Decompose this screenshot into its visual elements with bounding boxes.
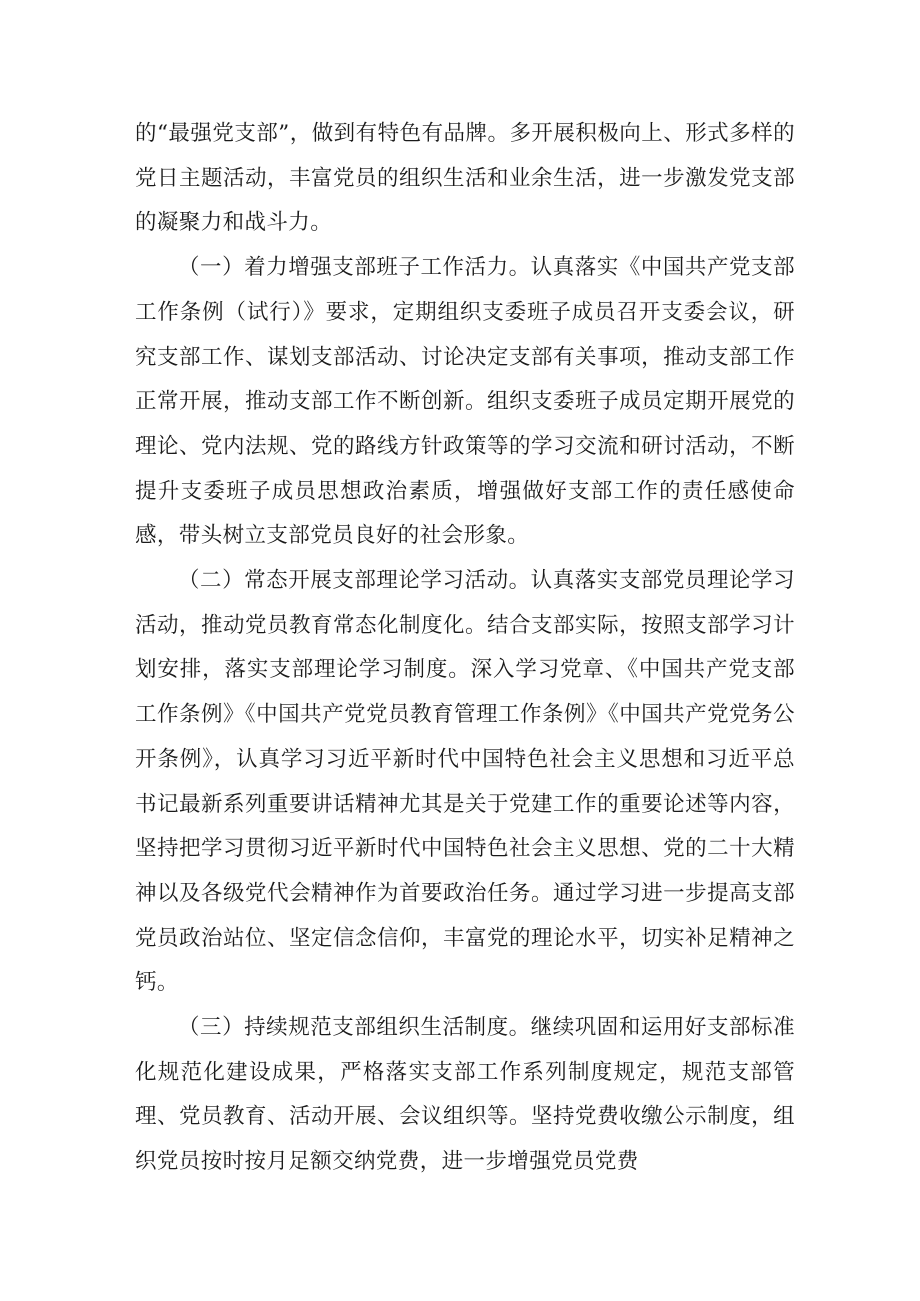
document-body: [135, 112, 795, 1185]
paragraph-continuation: 的“最强党支部”，做到有特色有品牌。多开展积极向上、形式多样的党日主题活动，丰富党员的组织生活和业余生活，进一步激发党支部的凝聚力和战斗力。: [135, 121, 795, 236]
paragraph-section-3: （三）持续规范支部组织生活制度。继续巩固和运用好支部标准化规范化建设成果，严格落实支部工作系列制度规定，规范支部管理、党员教育、活动开展、会议组织等。坚持党费收缴公示制度，组织党员按时按月足额交纳党费，进一步增强党员党费: [135, 1015, 795, 1175]
paragraph-section-1: （一）着力增强支部班子工作活力。认真落实《中国共产党支部工作条例（试行）》要求，定期组织支委班子成员召开支委会议，研究支部工作、谋划支部活动、讨论决定支部有关事项，推动支部工作正常开展，推动支部工作不断创新。组织支委班子成员定期开展党的理论、党内法规、党的路线方针政策等的学习交流和研讨活动，不断提升支委班子成员思想政治素质，增强做好支部工作的责任感使命感，带头树立支部党员良好的社会形象。: [135, 255, 795, 549]
paragraph-section-2: （二）常态开展支部理论学习活动。认真落实支部党员理论学习活动，推动党员教育常态化制度化。结合支部实际，按照支部学习计划安排，落实支部理论学习制度。深入学习党章、《中国共产党支部工作条例》《中国共产党党员教育管理工作条例》《中国共产党党务公开条例》，认真学习习近平新时代中国特色社会主义思想和习近平总书记最新系列重要讲话精神尤其是关于党建工作的重要论述等内容，坚持把学习贯彻习近平新时代中国特色社会主义思想、党的二十大精神以及各级党代会精神作为首要政治任务。通过学习进一步提高支部党员政治站位、坚定信念信仰，丰富党的理论水平，切实补足精神之钙。: [135, 568, 795, 996]
